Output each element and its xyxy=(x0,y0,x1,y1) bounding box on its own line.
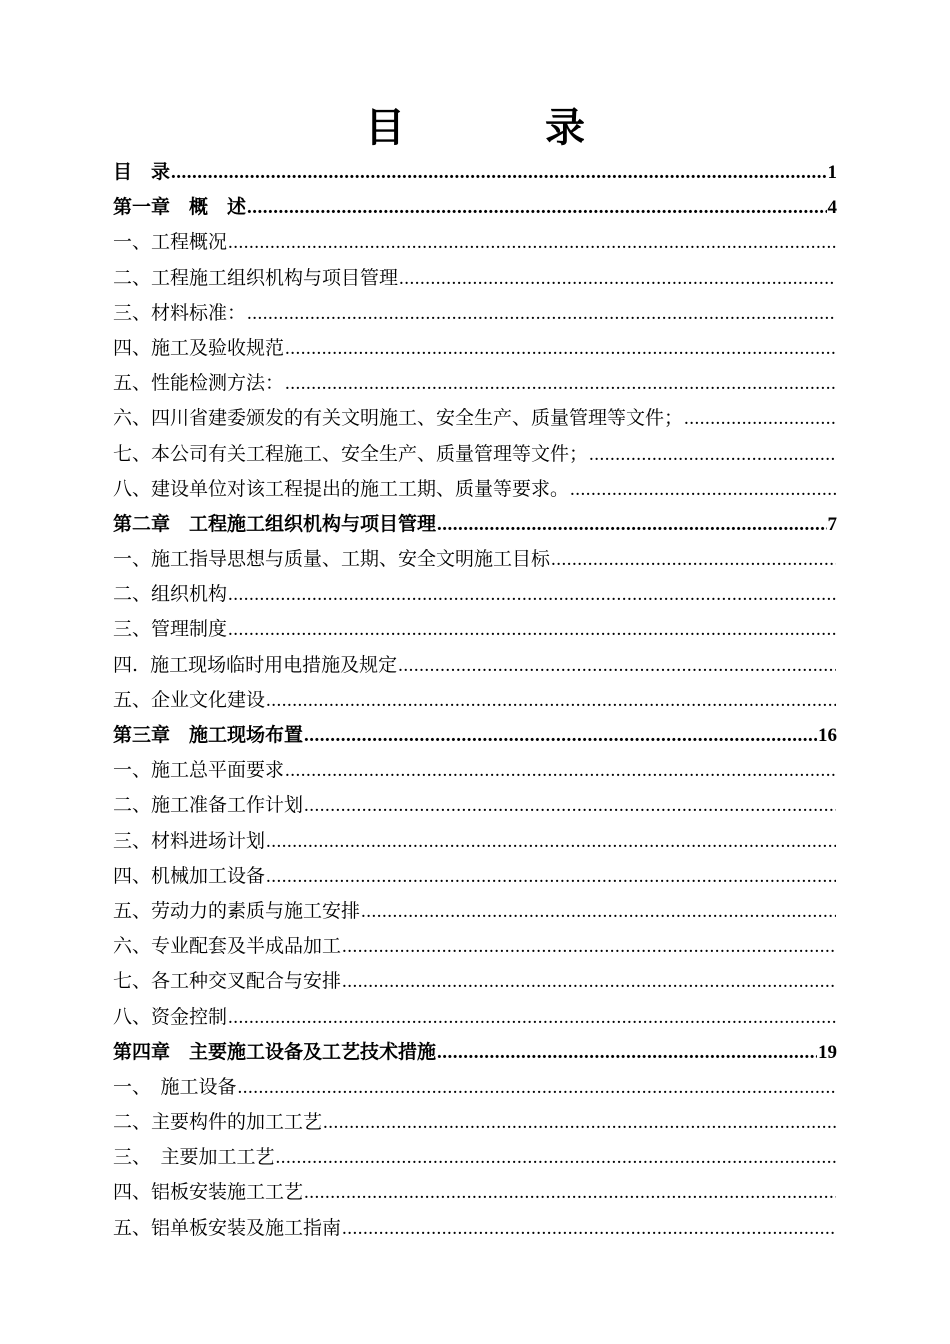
toc-entry-label: 五、铝单板安装及施工指南 xyxy=(113,1216,342,1239)
toc-section-entry[interactable] xyxy=(113,472,837,507)
toc-dot-leader xyxy=(266,824,836,859)
toc-dot-leader xyxy=(342,1211,836,1246)
toc-entry-label: 二、主要构件的加工工艺 xyxy=(113,1111,323,1134)
toc-entry-label: 四、铝板安装施工工艺 xyxy=(113,1181,304,1204)
toc-section-entry[interactable] xyxy=(113,894,837,929)
toc-page-number: 7 xyxy=(827,513,837,535)
toc-dot-leader xyxy=(437,1035,817,1070)
toc-entry-label: 五、性能检测方法： xyxy=(113,372,285,395)
toc-entry-label: 八、资金控制 xyxy=(113,1005,228,1028)
toc-section-entry[interactable] xyxy=(113,1140,837,1175)
toc-section-entry[interactable] xyxy=(113,1175,837,1210)
toc-dot-leader xyxy=(228,612,836,647)
toc-entry-label: 第三章 施工现场布置 xyxy=(113,724,304,746)
toc-section-entry[interactable] xyxy=(113,1070,837,1105)
toc-entry-label: 六、四川省建委颁发的有关文明施工、安全生产、质量管理等文件； xyxy=(113,407,684,430)
toc-entry-label: 二、工程施工组织机构与项目管理 xyxy=(113,266,399,289)
toc-entry-label: 五、企业文化建设 xyxy=(113,688,266,711)
toc-entry-label: 二、组织机构 xyxy=(113,583,228,606)
toc-entry-label: 第一章 概 述 xyxy=(113,196,247,219)
toc-dot-leader xyxy=(228,1000,836,1035)
toc-section-entry[interactable] xyxy=(113,542,837,577)
toc-dot-leader xyxy=(304,1175,836,1210)
toc-dot-leader xyxy=(276,1140,836,1175)
toc-dot-leader xyxy=(342,929,836,964)
toc-section-entry[interactable] xyxy=(113,261,837,296)
toc-entry-label: 二、施工准备工作计划 xyxy=(113,794,304,817)
toc-dot-leader xyxy=(247,190,826,225)
toc-entry-label: 三、管理制度 xyxy=(113,618,228,641)
toc-page-number: 19 xyxy=(818,1041,837,1063)
toc-section-entry[interactable] xyxy=(113,401,837,436)
toc-dot-leader xyxy=(684,401,836,436)
toc-entry-label: 七、各工种交叉配合与安排 xyxy=(113,970,342,993)
toc-dot-leader xyxy=(399,261,836,296)
toc-section-entry[interactable] xyxy=(113,366,837,401)
toc-section-entry[interactable] xyxy=(113,331,837,366)
toc-entry-label: 目 录 xyxy=(113,161,171,183)
toc-dot-leader xyxy=(551,542,836,577)
toc-dot-leader xyxy=(228,577,836,612)
toc-entry-label: 一、工程概况 xyxy=(113,231,228,254)
toc-dot-leader xyxy=(285,753,836,788)
toc-section-entry[interactable] xyxy=(113,296,837,331)
toc-entry-label: 八、建设单位对该工程提出的施工工期、质量等要求。 xyxy=(113,477,570,500)
toc-entry-label: 第二章 工程施工组织机构与项目管理 xyxy=(113,512,437,535)
toc-dot-leader xyxy=(304,788,836,823)
toc-page-number: 1 xyxy=(827,162,837,183)
toc-entry-label: 五、劳动力的素质与施工安排 xyxy=(113,899,361,922)
toc-dot-leader xyxy=(398,648,836,683)
toc-entry-label: 一、施工总平面要求 xyxy=(113,759,285,782)
toc-section-entry[interactable] xyxy=(113,859,837,894)
toc-entry-label: 四、施工及验收规范 xyxy=(113,336,285,359)
toc-section-entry[interactable] xyxy=(113,964,837,999)
toc-entry-label: 一、施工指导思想与质量、工期、安全文明施工目标 xyxy=(113,548,551,571)
toc-entry-label: 一、 施工设备 xyxy=(113,1075,237,1098)
toc-dot-leader xyxy=(228,225,836,260)
toc-section-entry[interactable] xyxy=(113,929,837,964)
toc-entry-label: 三、 主要加工工艺 xyxy=(113,1146,275,1169)
toc-section-entry[interactable] xyxy=(113,648,837,683)
toc-section-entry[interactable] xyxy=(113,1000,837,1035)
toc-entry-label: 三、材料进场计划 xyxy=(113,829,266,852)
toc-dot-leader xyxy=(589,437,836,472)
toc-chapter-entry[interactable] xyxy=(113,507,837,542)
page-title: 目 录 xyxy=(365,104,635,151)
toc-section-entry[interactable] xyxy=(113,753,837,788)
toc-chapter-entry[interactable] xyxy=(113,718,837,753)
toc-entry-label: 七、本公司有关工程施工、安全生产、质量管理等文件； xyxy=(113,442,589,465)
toc-chapter-entry[interactable] xyxy=(113,190,837,225)
toc-page-number: 4 xyxy=(827,197,837,219)
toc-chapter-entry[interactable] xyxy=(113,155,837,190)
toc-dot-leader xyxy=(266,859,836,894)
toc-dot-leader xyxy=(570,472,836,507)
toc-section-entry[interactable] xyxy=(113,824,837,859)
toc-dot-leader xyxy=(247,296,836,331)
toc-dot-leader xyxy=(266,683,836,718)
toc-dot-leader xyxy=(437,507,826,542)
toc-section-entry[interactable] xyxy=(113,1105,837,1140)
toc-section-entry[interactable] xyxy=(113,612,837,647)
toc-entry-label: 三、材料标准： xyxy=(113,301,247,324)
toc-section-entry[interactable] xyxy=(113,577,837,612)
toc-dot-leader xyxy=(238,1070,836,1105)
toc-entry-label: 六、专业配套及半成品加工 xyxy=(113,935,342,958)
toc-dot-leader xyxy=(342,964,836,999)
toc-section-entry[interactable] xyxy=(113,437,837,472)
toc-dot-leader xyxy=(323,1105,836,1140)
toc-dot-leader xyxy=(304,718,817,753)
toc-chapter-entry[interactable] xyxy=(113,1035,837,1070)
toc-dot-leader xyxy=(285,366,836,401)
toc-page-number: 16 xyxy=(818,725,837,746)
toc-section-entry[interactable] xyxy=(113,225,837,260)
toc-entry-label: 四. 施工现场临时用电措施及规定 xyxy=(113,653,398,676)
toc-entry-label: 四、机械加工设备 xyxy=(113,864,266,887)
toc-section-entry[interactable] xyxy=(113,1211,837,1246)
table-of-contents xyxy=(113,155,837,1246)
toc-dot-leader xyxy=(361,894,836,929)
toc-entry-label: 第四章 主要施工设备及工艺技术措施 xyxy=(113,1040,437,1063)
toc-dot-leader xyxy=(171,155,826,190)
toc-section-entry[interactable] xyxy=(113,788,837,823)
toc-dot-leader xyxy=(285,331,836,366)
toc-section-entry[interactable] xyxy=(113,683,837,718)
